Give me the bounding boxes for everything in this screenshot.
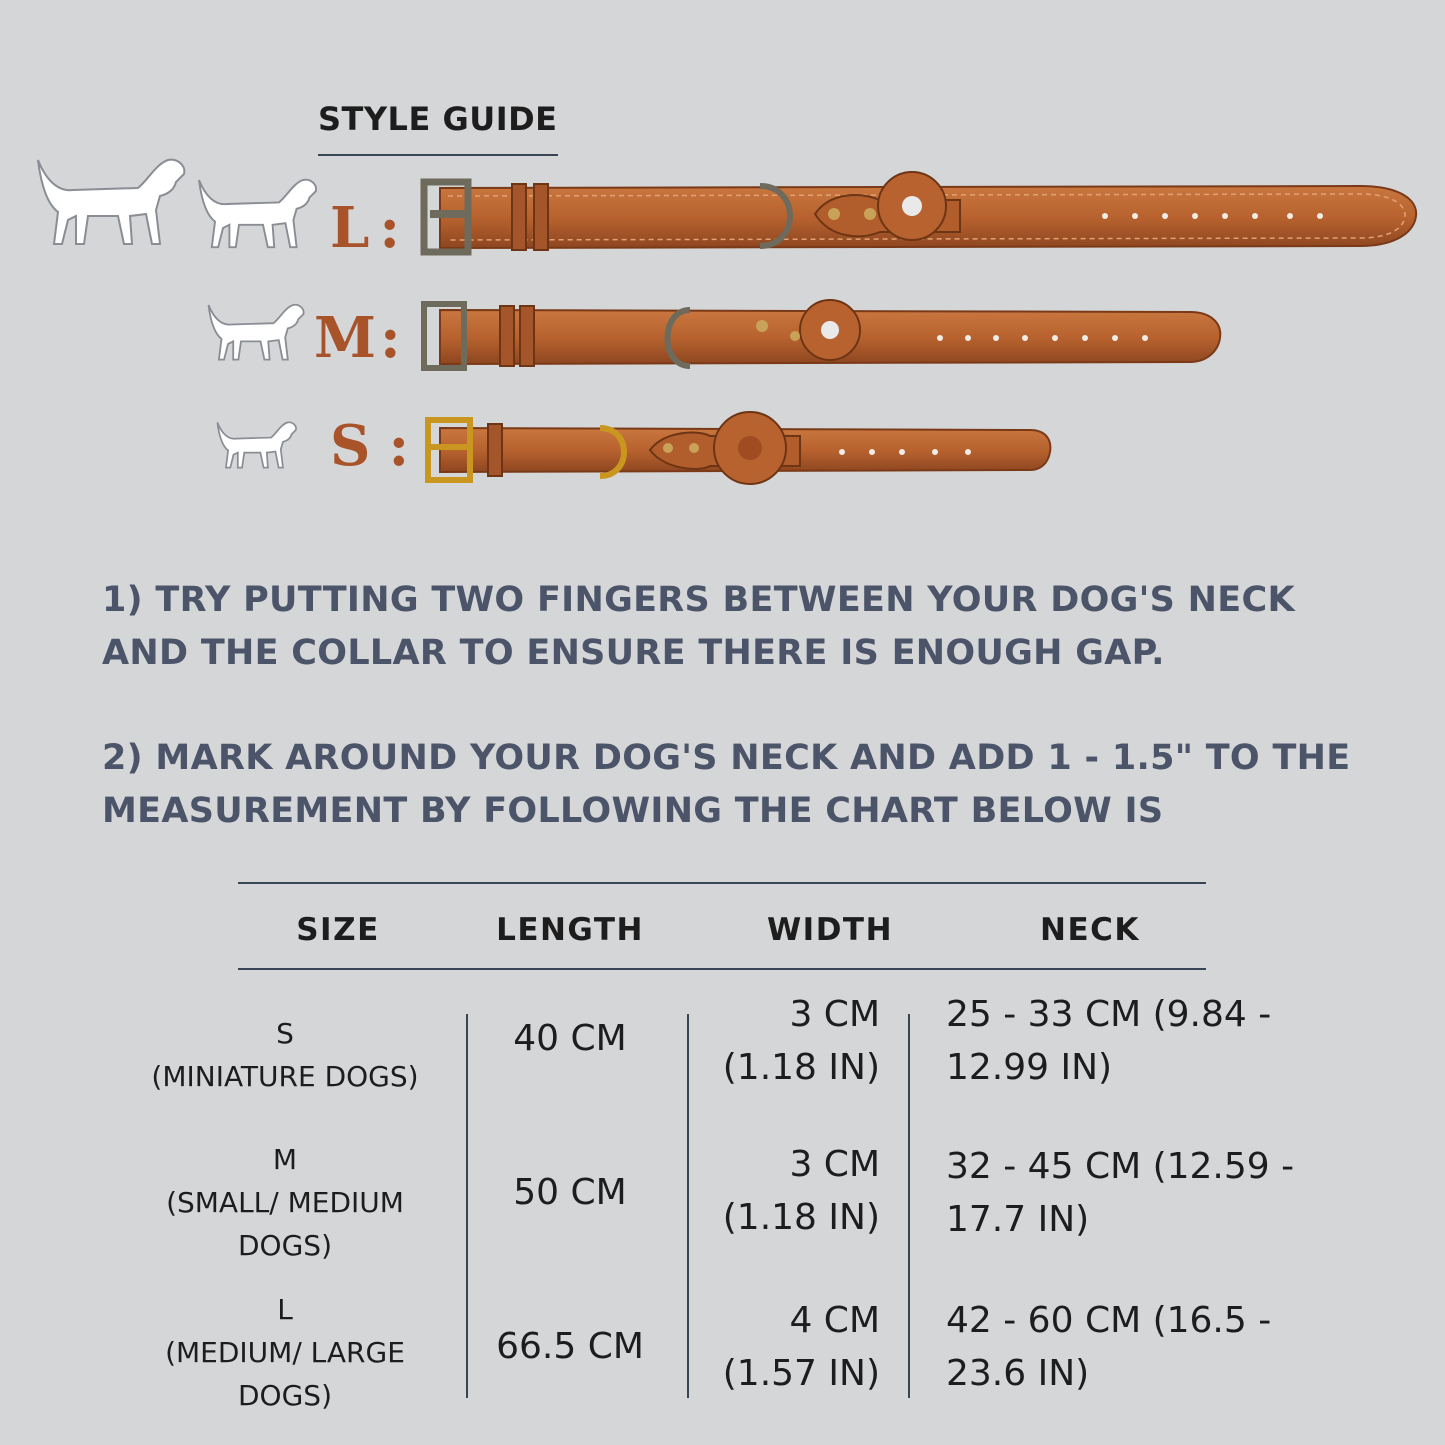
column-divider <box>908 1014 910 1398</box>
size-label-m: M: <box>314 305 401 371</box>
table-row-length: 50 CM <box>513 1172 627 1213</box>
size-label-s: S : <box>330 413 410 479</box>
collar-icon <box>428 412 1050 484</box>
collar-icon <box>424 172 1416 252</box>
table-row-length: 40 CM <box>513 1018 627 1059</box>
tag-holder-icon <box>714 412 786 484</box>
table-header-rule <box>238 968 1206 970</box>
table-row-neck: 42 - 60 CM (16.5 - 23.6 IN) <box>946 1300 1272 1394</box>
collar-illustrations <box>0 0 1445 520</box>
style-guide-title: STYLE GUIDE <box>318 100 558 138</box>
header-size: SIZE <box>296 912 380 948</box>
instruction-2: 2) MARK AROUND YOUR DOG'S NECK AND ADD 1 - 1.5" TO THE MEASUREMENT BY FOLLOWING THE CHART BELOW IS <box>102 738 1351 831</box>
tag-holder-icon <box>800 300 860 360</box>
column-divider <box>466 1014 468 1398</box>
size-label-l: L : <box>330 195 401 261</box>
header-neck: NECK <box>1040 912 1140 948</box>
table-row-width: 3 CM (1.18 IN) <box>722 994 880 1088</box>
header-length: LENGTH <box>496 912 644 948</box>
column-divider <box>687 1014 689 1398</box>
instruction-1: 1) TRY PUTTING TWO FINGERS BETWEEN YOUR DOG'S NECK AND THE COLLAR TO ENSURE THERE IS ENOUGH GAP. <box>102 580 1295 673</box>
table-row-neck: 25 - 33 CM (9.84 - 12.99 IN) <box>946 994 1272 1088</box>
table-row-width: 3 CM (1.18 IN) <box>722 1144 880 1238</box>
table-row-neck: 32 - 45 CM (12.59 - 17.7 IN) <box>946 1146 1295 1240</box>
table-row-length: 66.5 CM <box>496 1326 644 1367</box>
table-row-size: S (MINIATURE DOGS) <box>151 1017 419 1093</box>
table-row-size: M (SMALL/ MEDIUM DOGS) <box>166 1143 404 1262</box>
table-row-size: L (MEDIUM/ LARGE DOGS) <box>165 1293 405 1412</box>
header-width: WIDTH <box>766 912 894 948</box>
collar-icon <box>424 300 1220 368</box>
tag-holder-icon <box>878 172 946 240</box>
table-row-width: 4 CM (1.57 IN) <box>722 1300 880 1394</box>
table-top-rule <box>238 882 1206 884</box>
